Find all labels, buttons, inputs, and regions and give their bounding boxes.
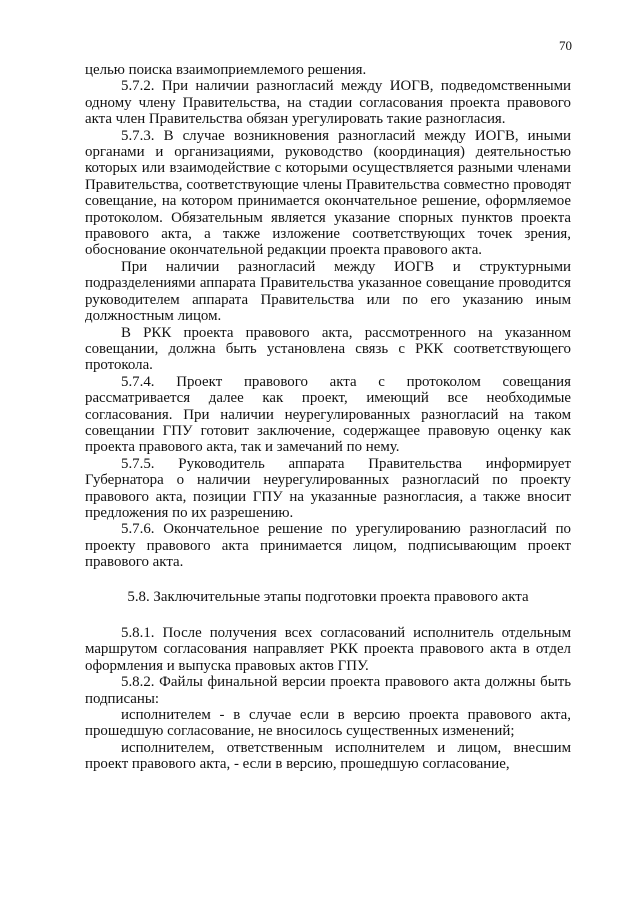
page-number: 70 <box>559 38 572 53</box>
paragraph: В РКК проекта правового акта, рассмотренного на указанном совещании, должна быть установлена связь с РКК соответствующего протокола. <box>85 324 571 374</box>
section-heading: 5.8. Заключительные этапы подготовки проекта правового акта <box>127 588 529 605</box>
document-body <box>85 62 571 773</box>
paragraph: целью поиска взаимоприемлемого решения. <box>85 62 367 78</box>
paragraph: При наличии разногласий между ИОГВ и структурными подразделениями аппарата Правительства указанное совещание проводится руководителем аппарата Правительства или по его указанию иным должностным лицом. <box>85 258 571 325</box>
paragraph: исполнителем, ответственным исполнителем и лицом, внесшим проект правового акта, - если в версию, прошедшую согласование, <box>85 739 571 773</box>
paragraph: 5.8.2. Файлы финальной версии проекта правового акта должны быть подписаны: <box>85 674 571 707</box>
paragraph: 5.7.4. Проект правового акта с протоколом совещания рассматривается далее как проект, имеющий все необходимые согласования. При наличии неурегулированных разногласий на таком совещании ГПУ готовит заключение, содержащее правовую оценку как проекта правового акта, так и замечаний по нему. <box>85 373 571 456</box>
paragraph: 5.8.1. После получения всех согласований исполнитель отдельным маршрутом согласования направляет РКК проекта правового акта в отдел оформления и выпуска правовых актов ГПУ. <box>85 625 571 674</box>
paragraph: 5.7.3. В случае возникновения разногласий между ИОГВ, иными органами и организациями, руководство (координация) деятельностью которых или взаимодействие с которыми осуществляется разными членами Правительства, соответствующие члены Правительства совместно проводят совещание, на котором принимается окончательное решение, оформляемое протоколом. Обязательным является указание спорных пунктов проекта правового акта, а также изложение соответствующих точек зрения, обоснование окончательной редакции проекта правового акта. <box>85 127 571 259</box>
paragraph: 5.7.6. Окончательное решение по урегулированию разногласий по проекту правового акта принимается лицом, подписывающим проект правового акта. <box>85 521 571 571</box>
paragraph: 5.7.2. При наличии разногласий между ИОГВ, подведомственными одному члену Правительства, на стадии согласования проекта правового акта член Правительства обязан урегулировать такие разногласия. <box>85 78 571 128</box>
paragraph: 5.7.5. Руководитель аппарата Правительства информирует Губернатора о наличии неурегулированных разногласий по проекту правового акта, позиции ГПУ на указанные разногласия, а также вносит предложения по их разрешению. <box>85 455 571 521</box>
paragraph: исполнителем - в случае если в версию проекта правового акта, прошедшую согласование, не вносилось существенных изменений; <box>85 707 571 740</box>
